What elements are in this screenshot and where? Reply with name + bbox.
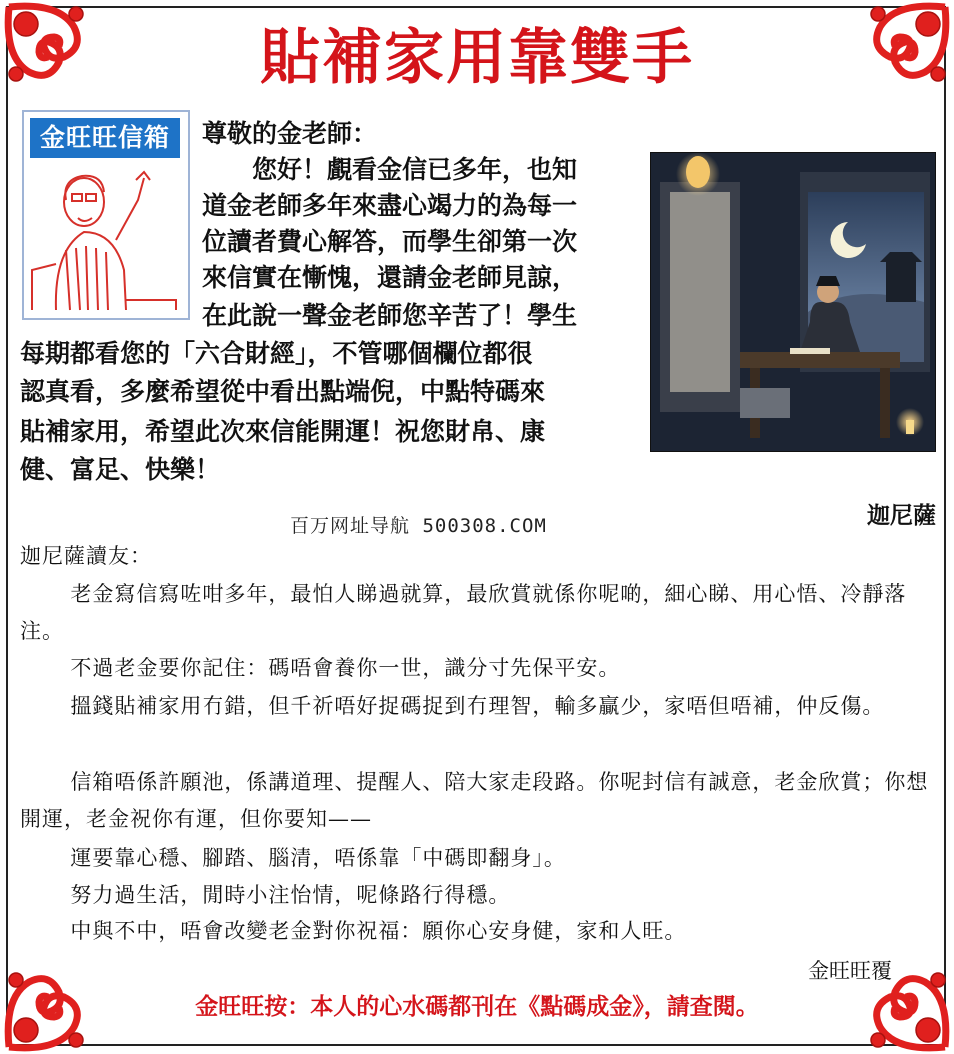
mailbox-logo [22, 110, 190, 320]
letter-line: 認真看，多麼希望從中看出點端倪，中點特碼來 [20, 377, 546, 406]
reply-salutation: 迦尼薩讀友： [20, 544, 152, 568]
letter-line: 位讀者費心解答，而學生卻第一次 [202, 227, 578, 256]
reply-paragraph: 中與不中，唔會改變老金對你祝福：願你心安身健，家和人旺。 [70, 919, 687, 943]
letter-line: 貼補家用，希望此次來信能開運！祝您財帛、康 [20, 417, 546, 446]
teacher-sketch-illustration [26, 160, 184, 314]
letter-line: 健、富足、快樂！ [20, 455, 221, 484]
letter-line: 您好！覰看金信已多年，也知 [252, 155, 578, 184]
letter-line: 在此說一聲金老師您辛苦了！學生 [202, 301, 578, 330]
reply-paragraph: 搵錢貼補家用冇錯，但千祈唔好捉碼捉到冇理智，輸多贏少，家唔但唔補，仲反傷。 [70, 694, 885, 718]
watermark-text: 百万网址导航 500308.COM [290, 515, 547, 537]
page-title: 貼補家用靠雙手 [260, 23, 694, 93]
night-study-illustration [650, 152, 936, 452]
reply-paragraph: 努力過生活，閒時小注怡情，呢條路行得穩。 [70, 883, 511, 907]
letter-signer: 迦尼薩 [867, 503, 936, 529]
letter-line: 道金老師多年來盡心竭力的為每一 [202, 191, 578, 220]
reply-paragraph: 不過老金要你記住：碼唔會養你一世，識分寸先保平安。 [70, 656, 621, 680]
reply-paragraph: 信箱唔係許願池，係講道理、提醒人、陪大家走段路。你呢封信有誠意，老金欣賞；你想開運，老金祝你有運，但你要知—— [20, 770, 929, 831]
mailbox-label: 金旺旺信箱 [30, 118, 180, 158]
letter-salutation: 尊敬的金老師： [202, 119, 378, 148]
editor-note: 金旺旺按：本人的心水碼都刊在《點碼成金》，請查閱。 [195, 993, 759, 1020]
reply-paragraph: 老金寫信寫咗咁多年，最怕人睇過就算，最欣賞就係你呢啲，細心睇、用心悟、冷靜落注。 [20, 582, 907, 643]
letter-line: 來信實在慚愧，還請金老師見諒， [202, 263, 578, 292]
reply-signature: 金旺旺覆 [808, 959, 892, 983]
reply-paragraph: 運要靠心穩、腳踏、腦清，唔係靠「中碼即翻身」。 [70, 846, 566, 870]
letter-line: 每期都看您的「六合財經」，不管哪個欄位都很 [20, 339, 533, 368]
